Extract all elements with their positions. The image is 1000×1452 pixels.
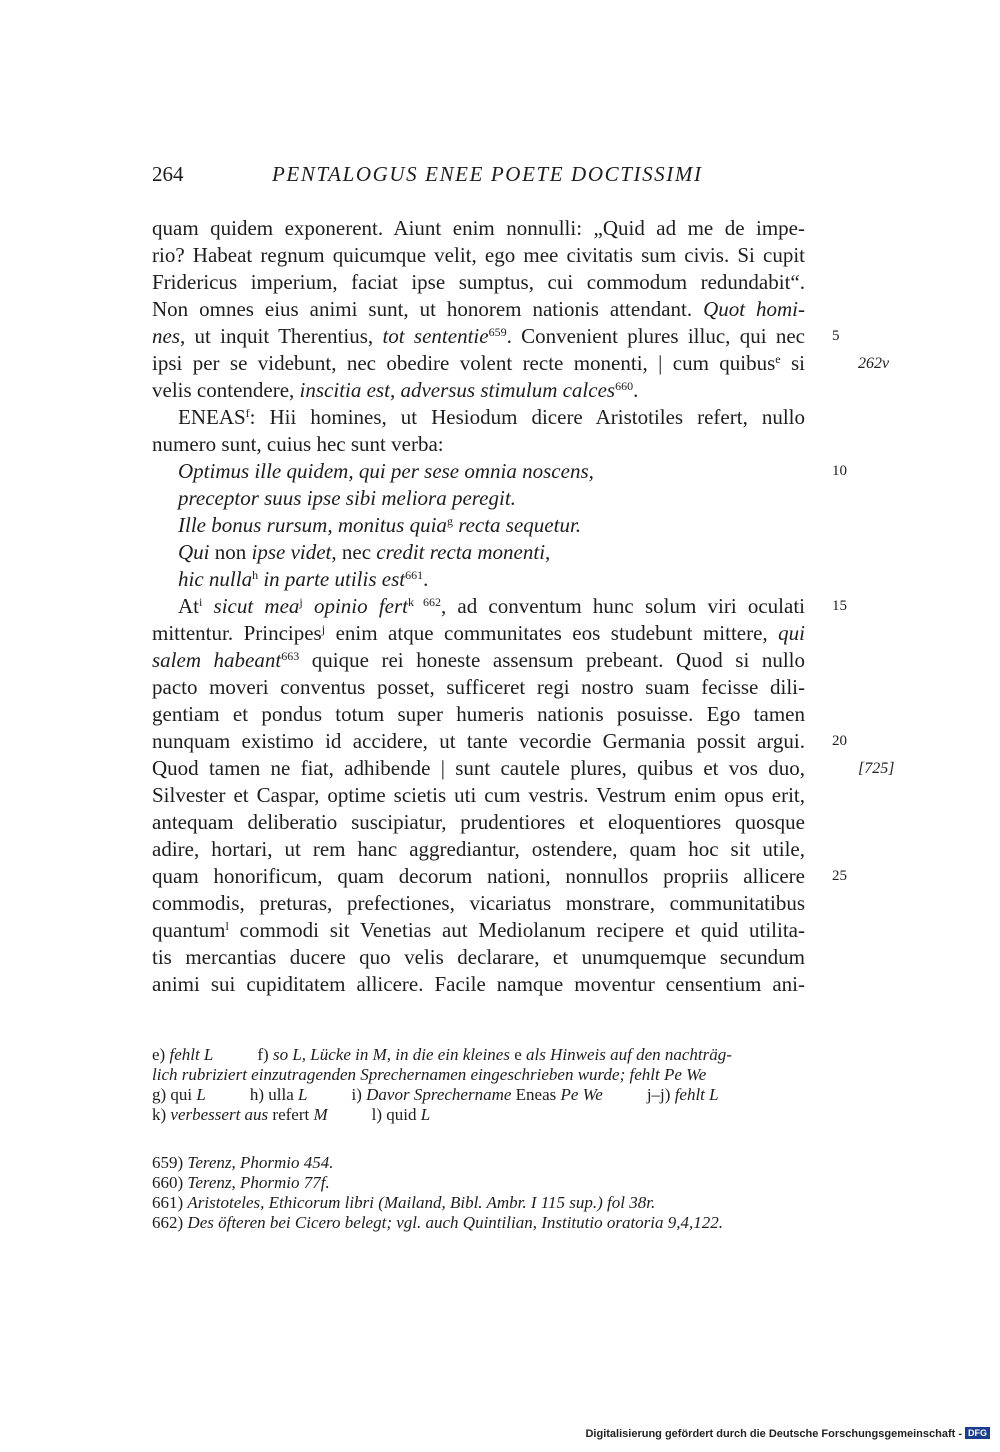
page-reference: [725] xyxy=(858,760,895,777)
page-number: 264 xyxy=(152,162,184,186)
text-line: antequam deliberatio suscipiatur, prudentiores et eloquentiores quosque xyxy=(152,810,805,834)
text-line: commodis, preturas, prefectiones, vicariatus monstrare, communitatibus xyxy=(152,891,805,915)
footnote-ref: 663 xyxy=(281,649,300,663)
line-number: 15 xyxy=(832,598,847,614)
text-line: nunquam existimo id accidere, ut tante vecordie Germania possit argui. xyxy=(152,729,805,753)
commentary-note: 659) Terenz, Phormio 454. xyxy=(152,1153,334,1172)
apparatus-ref: j xyxy=(299,595,303,609)
folio-marker: 262v xyxy=(858,355,890,372)
text-line: salem habeant$^{663}$ quique rei honeste assensum prebeant. Quod si nullo xyxy=(152,648,806,672)
text-line: ipsi per se videbunt, nec obedire volent recte monenti, | cum quibus$^e$ si xyxy=(152,351,805,375)
apparatus-line: e) fehlt L f) so L, Lücke in M, in die ein kleines e als Hinweis auf den nachträg- xyxy=(152,1045,732,1064)
apparatus-ref: l xyxy=(225,919,229,933)
text-line: quam honorificum, quam decorum nationi, nonnullos propriis allicere xyxy=(152,864,805,888)
funding-credit-text: Digitalisierung gefördert durch die Deutsche Forschungsgemeinschaft - xyxy=(585,1428,962,1440)
text-line: quantum$^l$ commodi sit Venetias aut Mediolanum recipere et quid utilita- xyxy=(152,918,805,942)
text-line: Quod tamen ne fiat, adhibende | sunt cautele plures, quibus et vos duo, xyxy=(152,756,805,780)
text-line: nes, ut inquit Therentius, tot sententie$^{659}$. Convenient plures illuc, qui nec xyxy=(152,324,805,348)
speaker-name: ENEAS xyxy=(178,405,246,429)
text-line: ENEAS$^f$: Hii homines, ut Hesiodum dicere Aristotiles refert, nullo xyxy=(178,405,805,429)
line-number: 25 xyxy=(832,868,847,884)
line-number: 10 xyxy=(832,463,847,479)
text-line: tis mercantias ducere quo velis declarare, et unumquemque secundum xyxy=(152,945,805,969)
verse-line: Qui non ipse videt, nec credit recta monenti, xyxy=(178,540,551,564)
apparatus-ref: e xyxy=(775,352,781,366)
text-line: rio? Habeat regnum quicumque velit, ego mee civitatis sum civis. Si cupit xyxy=(152,243,805,267)
text-line: Fridericus imperium, faciat ipse sumptus, cui commodum redundabit“. xyxy=(152,270,805,294)
text-line: quam quidem exponerent. Aiunt enim nonnulli: „Quid ad me de impe- xyxy=(152,216,805,240)
line-number: 20 xyxy=(832,733,847,749)
text-line: adire, hortari, ut rem hanc aggrediantur, ostendere, quam hoc sit utile, xyxy=(152,837,805,861)
text-line: At$^i$ sicut mea$^j$ opinio fert$^{k 662}$, ad conventum hunc solum viri oculati xyxy=(178,594,806,618)
footnote-ref: 659 xyxy=(488,325,507,339)
footnote-ref: 660 xyxy=(615,379,634,393)
text-line: numero sunt, cuius hec sunt verba: xyxy=(152,432,444,456)
text-line: velis contendere, inscitia est, adversus stimulum calces$^{660}$. xyxy=(152,378,639,402)
apparatus-ref: h xyxy=(252,568,259,582)
verse-line: Ille bonus rursum, monitus quia$^g$ recta sequetur. xyxy=(178,513,582,537)
text-line: animi sui cupiditatem allicere. Facile namque moventur censentium ani- xyxy=(152,972,805,996)
line-number: 5 xyxy=(832,328,840,344)
text-line: Non omnes eius animi sunt, ut honorem nationis attendant. Quot homi- xyxy=(152,297,806,321)
apparatus-line: g) qui L h) ulla L i) Davor Sprechername Eneas Pe We j–j) fehlt L xyxy=(152,1085,719,1104)
footnote-ref: k 662 xyxy=(408,595,441,609)
dfg-logo: DFG xyxy=(965,1427,990,1439)
apparatus-ref: i xyxy=(199,595,203,609)
verse-line: Optimus ille quidem, qui per sese omnia noscens, xyxy=(178,459,594,483)
apparatus-line: lich rubriziert einzutragenden Sprechernamen eingeschrieben wurde; fehlt Pe We xyxy=(152,1065,707,1084)
running-head xyxy=(152,162,703,187)
commentary-note: 662) Des öfteren bei Cicero belegt; vgl. auch Quintilian, Institutio oratoria 9,4,122. xyxy=(152,1213,724,1232)
text-line: gentiam et pondus totum super humeris nationis posuisse. Ego tamen xyxy=(152,702,805,726)
apparatus-line: k) verbessert aus refert M l) quid L xyxy=(152,1105,431,1124)
commentary-note: 660) Terenz, Phormio 77f. xyxy=(152,1173,330,1192)
verse-line: hic nulla$^h$ in parte utilis est$^{661}$. xyxy=(178,567,429,591)
text-line: Silvester et Caspar, optime scietis uti cum vestris. Vestrum enim opus erit, xyxy=(152,783,805,807)
text-line: mittentur. Principes$^j$ enim atque communitates eos studebunt mittere, qui xyxy=(152,621,806,645)
apparatus-ref: f xyxy=(245,406,250,420)
apparatus-ref: j xyxy=(321,622,326,636)
running-title: PENTALOGUS ENEE POETE DOCTISSIMI xyxy=(272,162,703,186)
funding-credit xyxy=(585,1427,990,1440)
apparatus-ref: g xyxy=(446,514,453,528)
verse-line: preceptor suus ipse sibi meliora peregit. xyxy=(178,486,516,510)
footnote-ref: 661 xyxy=(405,568,424,582)
commentary-note: 661) Aristoteles, Ethicorum libri (Mailand, Bibl. Ambr. I 115 sup.) fol 38r. xyxy=(152,1193,656,1212)
text-line: pacto moveri conventus posset, sufficeret regi nostro suam fecisse dili- xyxy=(152,675,805,699)
